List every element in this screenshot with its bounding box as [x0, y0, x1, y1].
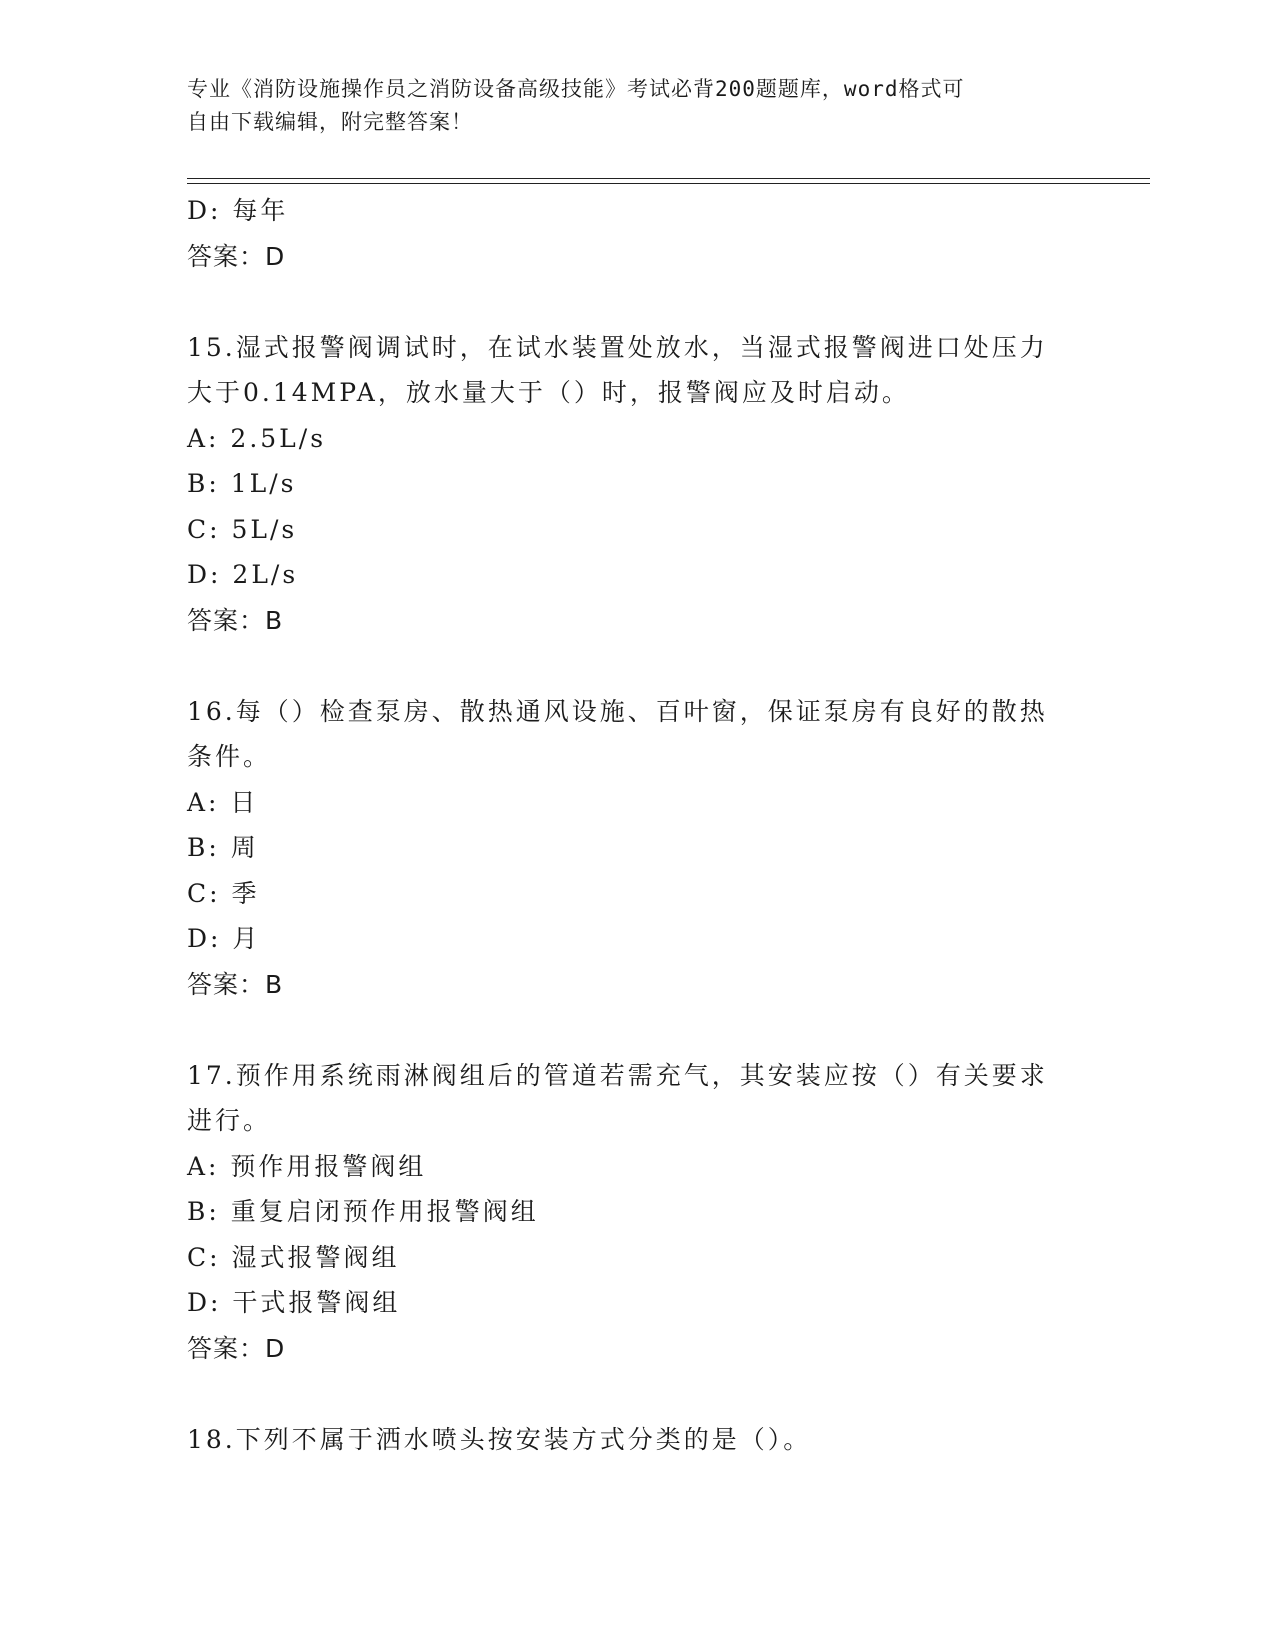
- answer-label: 答案：B: [187, 605, 284, 635]
- header-title-line-2: 自由下载编辑，附完整答案！: [187, 110, 473, 134]
- question-stem-line: 16.每（）检查泵房、散热通风设施、百叶窗，保证泵房有良好的散热: [187, 696, 1048, 726]
- answer-label: 答案：D: [187, 241, 286, 271]
- option-a: A: 日: [187, 787, 259, 817]
- question-stem-line: 大于0.14MPA，放水量大于（）时，报警阀应及时启动。: [187, 378, 910, 407]
- option-c: C: 湿式报警阀组: [187, 1242, 400, 1272]
- option-b: B: 1L/s: [187, 469, 297, 498]
- option-a: A: 2.5L/s: [187, 423, 327, 453]
- question-17: [187, 1053, 1087, 1372]
- page-header: [187, 73, 1087, 139]
- option-b: B: 周: [187, 833, 259, 862]
- question-list: [187, 188, 1087, 1462]
- option-a: A: 预作用报警阀组: [187, 1151, 427, 1181]
- question-stem-line: 进行。: [187, 1106, 272, 1135]
- question-16: [187, 689, 1087, 1008]
- option-b: B: 重复启闭预作用报警阀组: [187, 1197, 539, 1226]
- carryover-question: [187, 188, 1087, 279]
- option-d: D: 2L/s: [187, 560, 299, 589]
- header-divider-top: [187, 178, 1150, 179]
- option-d: D: 干式报警阀组: [187, 1288, 401, 1317]
- answer-label: 答案：B: [187, 969, 284, 999]
- header-title-line-1: 专业《消防设施操作员之消防设备高级技能》考试必背200题题库，word格式可: [187, 77, 965, 101]
- question-stem-line: 条件。: [187, 742, 272, 771]
- option-c: C: 季: [187, 878, 260, 908]
- option-d: D: 月: [187, 924, 261, 953]
- question-15: [187, 325, 1087, 644]
- header-divider-bottom: [187, 183, 1150, 184]
- question-stem-line: 15.湿式报警阀调试时，在试水装置处放水，当湿式报警阀进口处压力: [187, 332, 1048, 362]
- option-d: D: 每年: [187, 196, 289, 225]
- question-stem-line: 18.下列不属于洒水喷头按安装方式分类的是（）。: [187, 1424, 812, 1454]
- question-18: [187, 1417, 1087, 1463]
- question-stem-line: 17.预作用系统雨淋阀组后的管道若需充气，其安装应按（）有关要求: [187, 1060, 1048, 1090]
- option-c: C: 5L/s: [187, 514, 298, 544]
- answer-label: 答案：D: [187, 1333, 286, 1363]
